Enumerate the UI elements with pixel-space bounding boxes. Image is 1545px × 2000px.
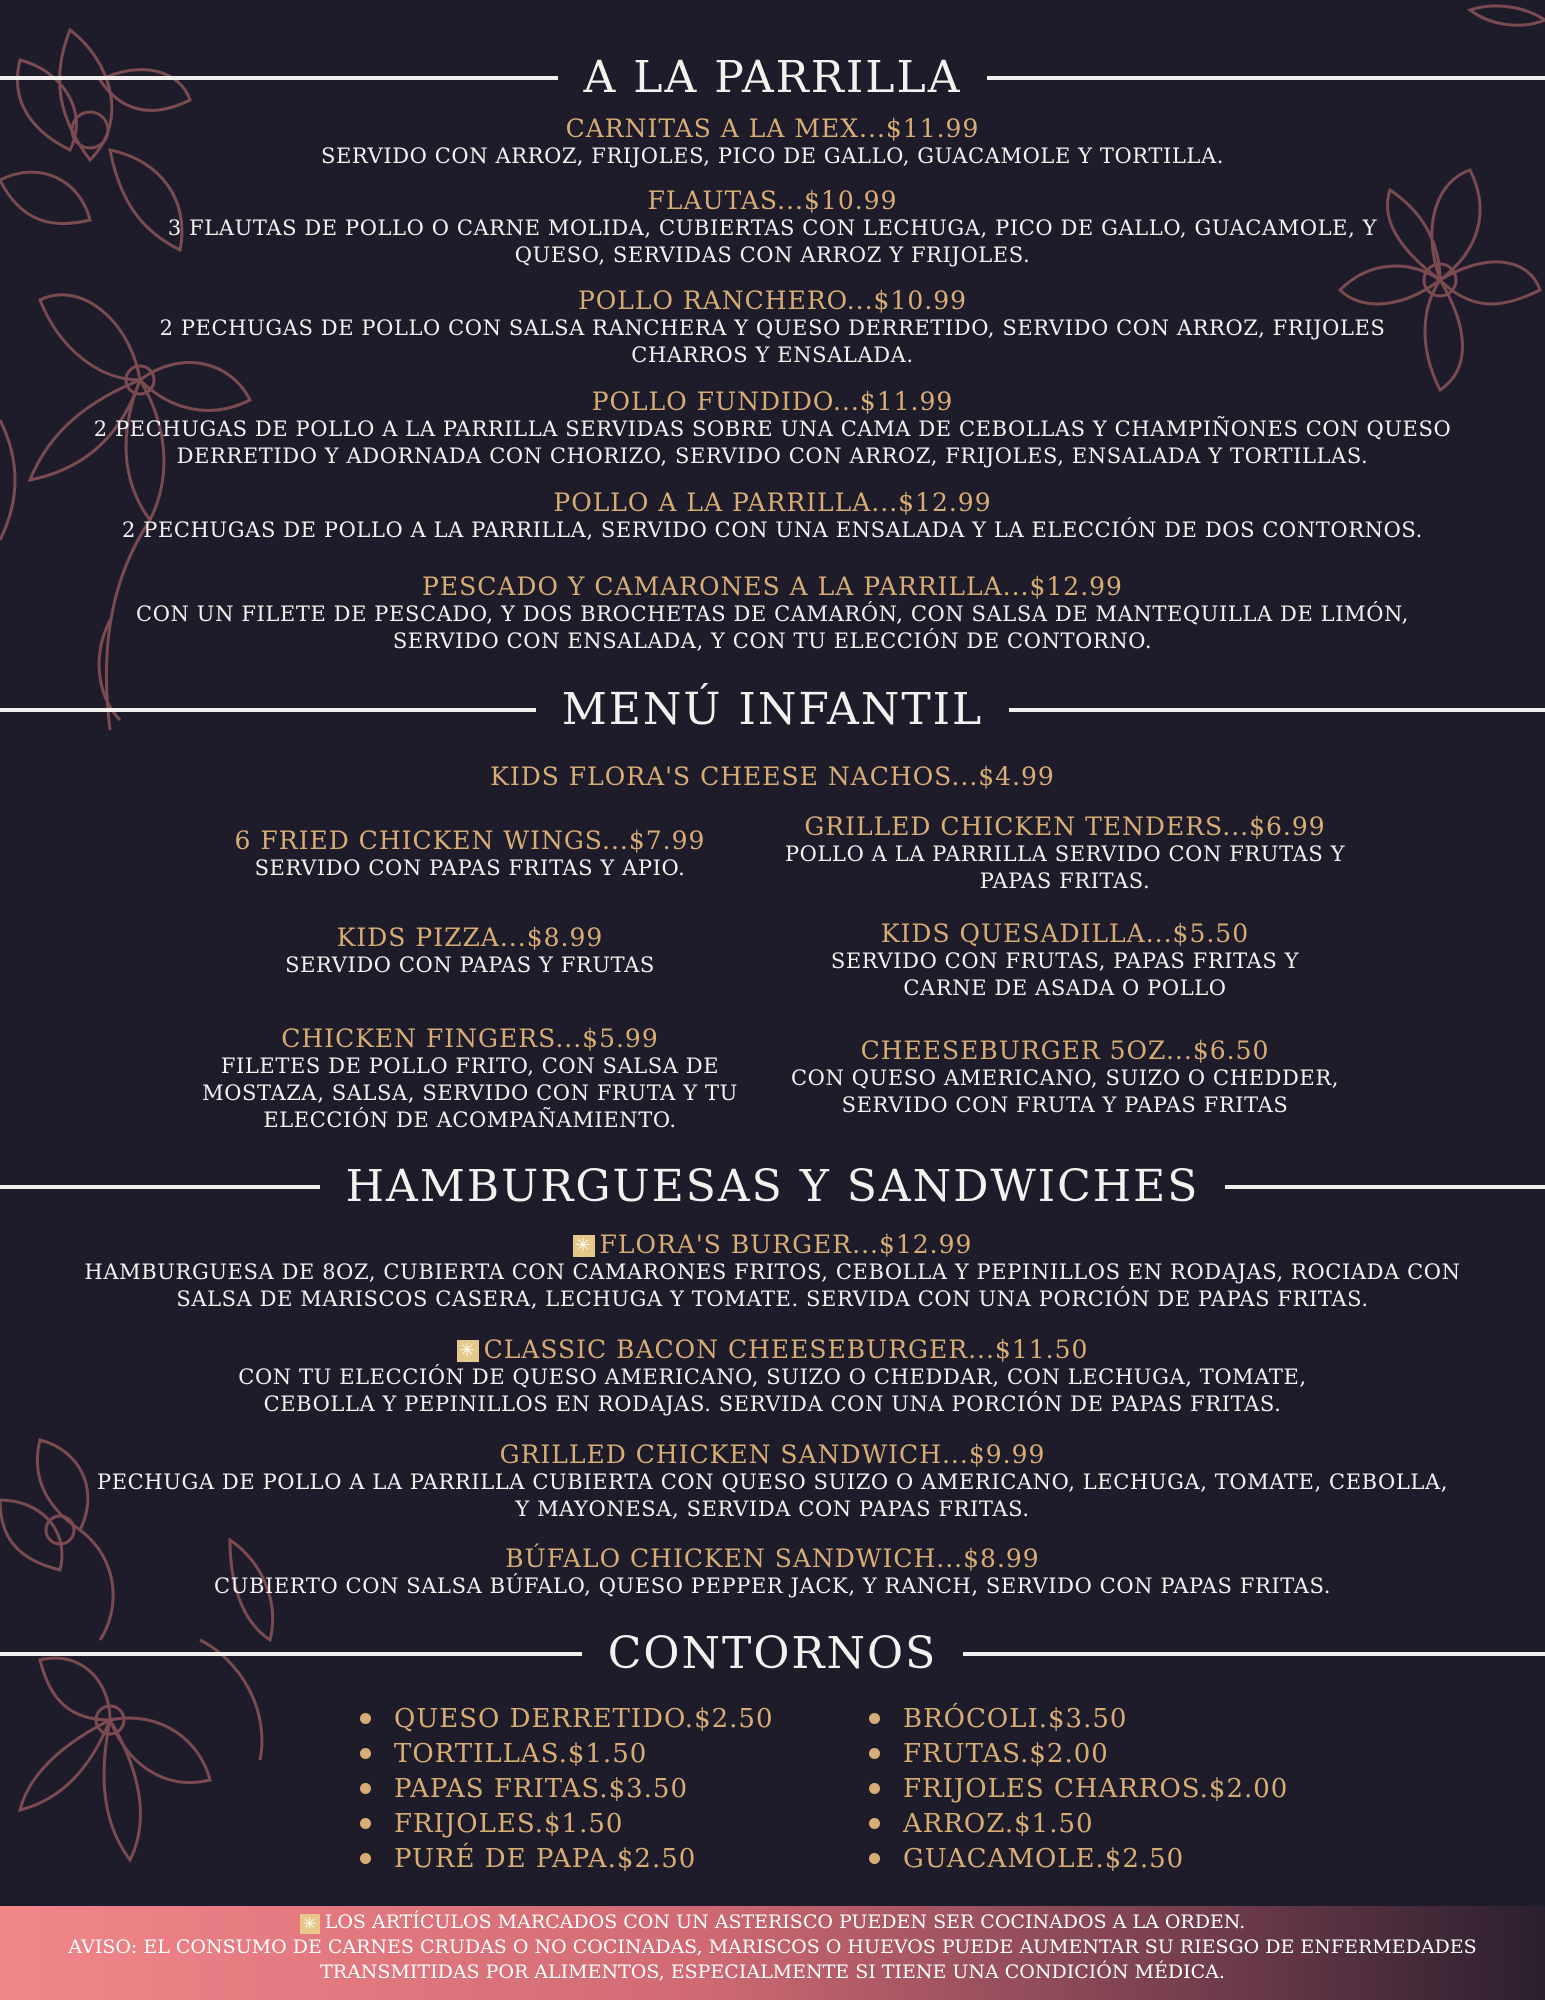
item-description: CARNE DE ASADA O POLLO [903, 976, 1227, 1000]
item-name-text: FLORA'S BURGER...$12.99 [599, 1230, 973, 1259]
menu-item [0, 286, 1545, 369]
bullet-dot [869, 1818, 880, 1829]
item-name: POLLO RANCHERO...$10.99 [577, 286, 968, 315]
side-label: QUESO DERRETIDO.$2.50 [394, 1704, 774, 1734]
item-description: SERVIDO CON FRUTA Y PAPAS FRITAS [841, 1093, 1289, 1117]
footer-notice [0, 1906, 1545, 2000]
divider [0, 1652, 582, 1656]
asterisk-icon: ✳ [573, 1235, 595, 1257]
divider [1009, 708, 1545, 712]
item-name: CHEESEBURGER 5OZ...$6.50 [860, 1036, 1270, 1065]
item-description: 2 PECHUGAS DE POLLO A LA PARRILLA SERVIDAS SOBRE UNA CAMA DE CEBOLLAS Y CHAMPIÑONES CON QUESO [93, 417, 1452, 441]
menu-item [0, 387, 1545, 470]
item-description: DERRETIDO Y ADORNADA CON CHORIZO, SERVIDO CON ARROZ, FRIJOLES, ENSALADA Y TORTILLAS. [176, 444, 1369, 468]
item-description: CEBOLLA Y PEPINILLOS EN RODAJAS. SERVIDA CON UNA PORCIÓN DE PAPAS FRITAS. [263, 1392, 1282, 1416]
list-item [869, 1737, 1288, 1772]
item-name: POLLO A LA PARRILLA...$12.99 [553, 488, 992, 517]
item-description: SERVIDO CON FRUTAS, PAPAS FRITAS Y [830, 949, 1300, 973]
bullet-dot [360, 1713, 371, 1724]
bullet-dot [360, 1748, 371, 1759]
item-description: CON QUESO AMERICANO, SUIZO O CHEDDER, [790, 1066, 1340, 1090]
list-item [360, 1807, 774, 1842]
bullet-dot [360, 1818, 371, 1829]
item-description: CON UN FILETE DE PESCADO, Y DOS BROCHETAS DE CAMARÓN, CON SALSA DE MANTEQUILLA DE LIMÓN, [136, 602, 1409, 626]
item-name [0, 1230, 1545, 1259]
item-description: HAMBURGUESA DE 8OZ, CUBIERTA CON CAMARONES FRITOS, CEBOLLA Y PEPINILLOS EN RODAJAS, ROCIADA CON [84, 1260, 1461, 1284]
item-name: 6 FRIED CHICKEN WINGS...$7.99 [234, 826, 706, 855]
side-label: TORTILLAS.$1.50 [394, 1739, 648, 1769]
footer-line: TRANSMITIDAS POR ALIMENTOS, ESPECIALMENTE SI TIENE UNA CONDICIÓN MÉDICA. [320, 1961, 1225, 1983]
item-name-text: CLASSIC BACON CHEESEBURGER...$11.50 [483, 1335, 1089, 1364]
side-label: PAPAS FRITAS.$3.50 [394, 1774, 689, 1804]
section-title: HAMBURGUESAS Y SANDWICHES [345, 1161, 1200, 1212]
side-label: PURÉ DE PAPA.$2.50 [394, 1844, 697, 1874]
item-name: KIDS QUESADILLA...$5.50 [880, 919, 1250, 948]
menu-item [0, 1230, 1545, 1313]
item-description: MOSTAZA, SALSA, SERVIDO CON FRUTA Y TU [202, 1081, 738, 1105]
section-title: A LA PARRILLA [583, 52, 962, 103]
side-label: FRIJOLES CHARROS.$2.00 [903, 1774, 1289, 1804]
menu-item [180, 826, 760, 882]
item-description: POLLO A LA PARRILLA SERVIDO CON FRUTAS Y [784, 842, 1346, 866]
divider [987, 76, 1545, 80]
item-name: CARNITAS A LA MEX...$11.99 [565, 114, 980, 143]
list-item [869, 1772, 1288, 1807]
divider [0, 708, 536, 712]
floral-decoration-top-right [1460, 0, 1545, 40]
side-label: FRIJOLES.$1.50 [394, 1809, 624, 1839]
menu-item [0, 186, 1545, 269]
list-item [869, 1807, 1288, 1842]
list-item [869, 1702, 1288, 1737]
asterisk-icon: ✳ [457, 1340, 479, 1362]
item-description: PAPAS FRITAS. [979, 869, 1151, 893]
section-title: MENÚ INFANTIL [561, 684, 984, 735]
item-description: 3 FLAUTAS DE POLLO O CARNE MOLIDA, CUBIERTAS CON LECHUGA, PICO DE GALLO, GUACAMOLE, Y [167, 216, 1378, 240]
footer-line [0, 1910, 1545, 1935]
menu-item [180, 923, 760, 979]
item-description: QUESO, SERVIDAS CON ARROZ Y FRIJOLES. [514, 243, 1031, 267]
item-name [0, 1335, 1545, 1364]
list-item [360, 1772, 774, 1807]
menu-item [760, 1036, 1370, 1119]
item-name: GRILLED CHICKEN SANDWICH...$9.99 [499, 1440, 1046, 1469]
bullet-dot [869, 1713, 880, 1724]
item-name: KIDS PIZZA...$8.99 [336, 923, 604, 952]
menu-item [0, 488, 1545, 544]
item-name: CHICKEN FINGERS...$5.99 [281, 1024, 659, 1053]
item-description: SERVIDO CON ARROZ, FRIJOLES, PICO DE GALLO, GUACAMOLE Y TORTILLA. [321, 144, 1224, 168]
menu-item [0, 572, 1545, 655]
list-item [360, 1702, 774, 1737]
bullet-dot [360, 1853, 371, 1864]
menu-item [180, 1024, 760, 1134]
menu-item [760, 812, 1370, 895]
item-description: FILETES DE POLLO FRITO, CON SALSA DE [220, 1054, 720, 1078]
item-name: BÚFALO CHICKEN SANDWICH...$8.99 [505, 1544, 1040, 1573]
section-header-contornos [0, 1628, 1545, 1679]
item-name: FLAUTAS...$10.99 [647, 186, 898, 215]
divider [1225, 1185, 1545, 1189]
item-name: KIDS FLORA'S CHEESE NACHOS...$4.99 [490, 762, 1055, 791]
list-item [360, 1737, 774, 1772]
sides-list-left [360, 1702, 774, 1877]
menu-item [0, 1440, 1545, 1523]
footer-line: AVISO: EL CONSUMO DE CARNES CRUDAS O NO COCINADAS, MARISCOS O HUEVOS PUEDE AUMENTAR SU RIESGO DE ENFERMEDADES [68, 1936, 1477, 1958]
bullet-dot [360, 1783, 371, 1794]
section-title: CONTORNOS [607, 1628, 938, 1679]
item-name: GRILLED CHICKEN TENDERS...$6.99 [804, 812, 1326, 841]
side-label: GUACAMOLE.$2.50 [903, 1844, 1185, 1874]
menu-item [760, 919, 1370, 1002]
side-label: ARROZ.$1.50 [903, 1809, 1094, 1839]
section-header-parrilla [0, 52, 1545, 103]
side-label: FRUTAS.$2.00 [903, 1739, 1109, 1769]
divider [0, 76, 558, 80]
menu-item [0, 1335, 1545, 1418]
item-description: CON TU ELECCIÓN DE QUESO AMERICANO, SUIZO O CHEDDAR, CON LECHUGA, TOMATE, [238, 1365, 1307, 1389]
divider [963, 1652, 1545, 1656]
menu-item [0, 114, 1545, 170]
item-name: PESCADO Y CAMARONES A LA PARRILLA...$12.99 [422, 572, 1123, 601]
item-description: 2 PECHUGAS DE POLLO A LA PARRILLA, SERVIDO CON UNA ENSALADA Y LA ELECCIÓN DE DOS CONTORNOS. [122, 518, 1423, 542]
item-description: SERVIDO CON PAPAS FRITAS Y APIO. [254, 856, 686, 880]
menu-item [0, 1544, 1545, 1600]
side-label: BRÓCOLI.$3.50 [903, 1704, 1128, 1734]
item-description: SERVIDO CON PAPAS Y FRUTAS [285, 953, 655, 977]
item-description: SALSA DE MARISCOS CASERA, LECHUGA Y TOMATE. SERVIDA CON UNA PORCIÓN DE PAPAS FRITAS. [176, 1287, 1369, 1311]
bullet-dot [869, 1783, 880, 1794]
section-header-infantil [0, 684, 1545, 735]
asterisk-icon: ✳ [300, 1914, 320, 1934]
footer-text: LOS ARTÍCULOS MARCADOS CON UN ASTERISCO PUEDEN SER COCINADOS A LA ORDEN. [324, 1911, 1246, 1933]
sides-list-right [869, 1702, 1288, 1877]
bullet-dot [869, 1853, 880, 1864]
item-description: SERVIDO CON ENSALADA, Y CON TU ELECCIÓN DE CONTORNO. [392, 629, 1153, 653]
item-description: CUBIERTO CON SALSA BÚFALO, QUESO PEPPER JACK, Y RANCH, SERVIDO CON PAPAS FRITAS. [213, 1574, 1332, 1598]
item-name: POLLO FUNDIDO...$11.99 [591, 387, 954, 416]
section-header-hamburguesas [0, 1161, 1545, 1212]
divider [0, 1185, 320, 1189]
item-description: Y MAYONESA, SERVIDA CON PAPAS FRITAS. [515, 1497, 1030, 1521]
list-item [869, 1842, 1288, 1877]
item-description: 2 PECHUGAS DE POLLO CON SALSA RANCHERA Y QUESO DERRETIDO, SERVIDO CON ARROZ, FRIJOLES [159, 316, 1386, 340]
item-description: CHARROS Y ENSALADA. [631, 343, 914, 367]
item-description: ELECCIÓN DE ACOMPAÑAMIENTO. [263, 1108, 677, 1132]
list-item [360, 1842, 774, 1877]
item-description: PECHUGA DE POLLO A LA PARRILLA CUBIERTA CON QUESO SUIZO O AMERICANO, LECHUGA, TOMATE, CEBOLLA, [96, 1470, 1449, 1494]
menu-item [0, 762, 1545, 791]
bullet-dot [869, 1748, 880, 1759]
